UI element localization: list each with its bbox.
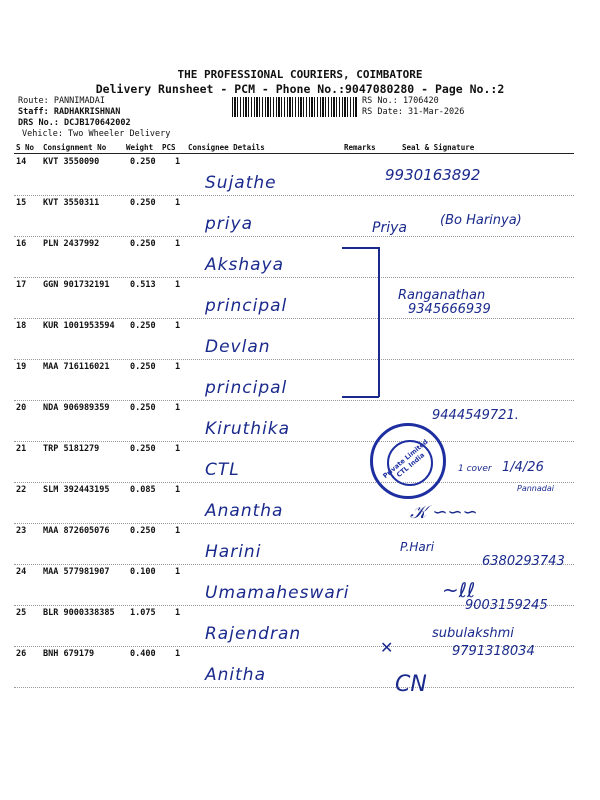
bracket-top xyxy=(342,247,379,249)
row-consignee-handwritten: Umamaheswari xyxy=(205,583,350,603)
row-consignment-no: MAA 872605076 xyxy=(43,526,110,536)
signature-21-a: 1/4/26 xyxy=(502,460,544,475)
row-consignment-no: PLN 2437992 xyxy=(43,239,100,249)
signature-25-mark: ✕ xyxy=(380,638,394,657)
row-weight: 0.250 xyxy=(130,157,156,167)
row-sno: 20 xyxy=(16,403,27,413)
row-consignee-handwritten: principal xyxy=(205,378,288,398)
rs-number: RS No.: 1706420 xyxy=(362,96,439,106)
row-consignee-handwritten: Devlan xyxy=(205,337,271,357)
row-consignee-handwritten: Kiruthika xyxy=(205,419,291,439)
company-title: THE PROFESSIONAL COURIERS, COIMBATORE xyxy=(177,68,423,81)
row-consignee-handwritten: priya xyxy=(205,214,253,234)
row-weight: 0.250 xyxy=(130,321,156,331)
rs-date: RS Date: 31-Mar-2026 xyxy=(362,107,465,117)
row-consignee-handwritten: principal xyxy=(205,296,288,316)
row-sno: 25 xyxy=(16,608,27,618)
row-weight: 0.250 xyxy=(130,239,156,249)
row-pcs: 1 xyxy=(175,649,181,659)
row-sno: 23 xyxy=(16,526,27,536)
row-consignment-no: SLM 392443195 xyxy=(43,485,110,495)
row-sno: 16 xyxy=(16,239,27,249)
vehicle-label: Vehicle: Two Wheeler Delivery xyxy=(22,129,171,139)
col-remarks: Remarks xyxy=(344,143,376,152)
row-pcs: 1 xyxy=(175,403,181,413)
row-pcs: 1 xyxy=(175,567,181,577)
row-consignment-no: KVT 3550311 xyxy=(43,198,100,208)
row-weight: 0.250 xyxy=(130,403,156,413)
row-pcs: 1 xyxy=(175,362,181,372)
col-consignment: Consignment No xyxy=(43,143,107,152)
row-sno: 26 xyxy=(16,649,27,659)
signature-23-a: P.Hari xyxy=(400,540,435,554)
table-row xyxy=(0,362,600,404)
row-weight: 0.250 xyxy=(130,526,156,536)
row-divider xyxy=(14,318,574,319)
row-weight: 0.513 xyxy=(130,280,156,290)
row-weight: 1.075 xyxy=(130,608,156,618)
signature-21-b: 1 cover xyxy=(458,464,492,474)
runsheet-subtitle: Delivery Runsheet - PCM - Phone No.:9047080280 - Page No.:2 xyxy=(95,82,505,96)
barcode xyxy=(232,97,358,117)
stamp-text: Private Limited CTL India xyxy=(381,437,430,481)
signature-17-b: 9345666939 xyxy=(408,302,491,317)
signature-24-mark: ~ℓℓ xyxy=(442,578,476,602)
bracket-line xyxy=(378,247,380,397)
row-consignee-handwritten: Akshaya xyxy=(205,255,285,275)
signature-22: Pannadai xyxy=(517,484,554,493)
row-consignee-handwritten: Sujathe xyxy=(205,173,277,193)
signature-17-a: Ranganathan xyxy=(398,288,486,303)
table-row xyxy=(0,485,600,527)
signature-26: CN xyxy=(395,672,427,697)
signature-20: 9444549721. xyxy=(432,408,519,423)
signature-25-b: 9791318034 xyxy=(452,644,535,659)
signature-23-b: 6380293743 xyxy=(482,554,565,569)
row-sno: 14 xyxy=(16,157,27,167)
row-divider xyxy=(14,441,574,442)
row-divider xyxy=(14,482,574,483)
header-divider xyxy=(14,153,574,154)
row-consignee-handwritten: Harini xyxy=(205,542,262,562)
row-divider xyxy=(14,195,574,196)
row-divider xyxy=(14,359,574,360)
table-row xyxy=(0,157,600,199)
row-weight: 0.400 xyxy=(130,649,156,659)
table-row xyxy=(0,239,600,281)
route-label: Route: PANNIMADAI xyxy=(18,96,105,106)
drs-number: DRS No.: DCJB170642002 xyxy=(18,118,131,128)
row-consignment-no: MAA 577981907 xyxy=(43,567,110,577)
row-sno: 17 xyxy=(16,280,27,290)
row-consignment-no: GGN 901732191 xyxy=(43,280,110,290)
row-consignment-no: KVT 3550090 xyxy=(43,157,100,167)
row-pcs: 1 xyxy=(175,485,181,495)
table-row xyxy=(0,280,600,322)
row-pcs: 1 xyxy=(175,157,181,167)
row-consignment-no: KUR 1001953594 xyxy=(43,321,115,331)
col-sno: S No xyxy=(16,143,35,152)
row-pcs: 1 xyxy=(175,444,181,454)
col-pcs: PCS xyxy=(162,143,176,152)
row-sno: 24 xyxy=(16,567,27,577)
bracket-bottom xyxy=(342,396,379,398)
row-consignment-no: MAA 716116021 xyxy=(43,362,110,372)
row-weight: 0.085 xyxy=(130,485,156,495)
company-seal-stamp xyxy=(370,423,446,499)
signature-22-mark: 𝒦 ∽∽∽ xyxy=(410,502,478,523)
col-consignee: Consignee Details xyxy=(188,143,265,152)
row-sno: 18 xyxy=(16,321,27,331)
signature-15-b: (Bo Harinya) xyxy=(440,213,522,228)
row-consignee-handwritten: Rajendran xyxy=(205,624,302,644)
signature-25-a: subulakshmi xyxy=(432,626,514,641)
row-consignment-no: BNH 679179 xyxy=(43,649,95,659)
row-consignee-handwritten: Anitha xyxy=(205,665,266,685)
row-sno: 21 xyxy=(16,444,27,454)
signature-15-a: Priya xyxy=(372,220,407,236)
signature-14: 9930163892 xyxy=(385,166,481,184)
row-weight: 0.250 xyxy=(130,444,156,454)
col-seal-signature: Seal & Signature xyxy=(402,143,475,152)
row-consignment-no: BLR 9000338385 xyxy=(43,608,115,618)
row-weight: 0.250 xyxy=(130,362,156,372)
row-consignment-no: NDA 906989359 xyxy=(43,403,110,413)
row-sno: 22 xyxy=(16,485,27,495)
row-pcs: 1 xyxy=(175,198,181,208)
row-divider xyxy=(14,687,574,688)
table-row xyxy=(0,321,600,363)
row-weight: 0.250 xyxy=(130,198,156,208)
row-divider xyxy=(14,400,574,401)
row-pcs: 1 xyxy=(175,239,181,249)
row-divider xyxy=(14,277,574,278)
row-pcs: 1 xyxy=(175,608,181,618)
row-consignment-no: TRP 5181279 xyxy=(43,444,100,454)
row-consignee-handwritten: Anantha xyxy=(205,501,284,521)
row-consignee-handwritten: CTL xyxy=(205,460,240,480)
col-weight: Weight xyxy=(126,143,154,152)
signature-24: 9003159245 xyxy=(465,598,548,613)
row-sno: 15 xyxy=(16,198,27,208)
row-pcs: 1 xyxy=(175,321,181,331)
row-divider xyxy=(14,236,574,237)
staff-label: Staff: RADHAKRISHNAN xyxy=(18,107,121,117)
row-sno: 19 xyxy=(16,362,27,372)
row-divider xyxy=(14,523,574,524)
row-pcs: 1 xyxy=(175,280,181,290)
row-weight: 0.100 xyxy=(130,567,156,577)
row-pcs: 1 xyxy=(175,526,181,536)
